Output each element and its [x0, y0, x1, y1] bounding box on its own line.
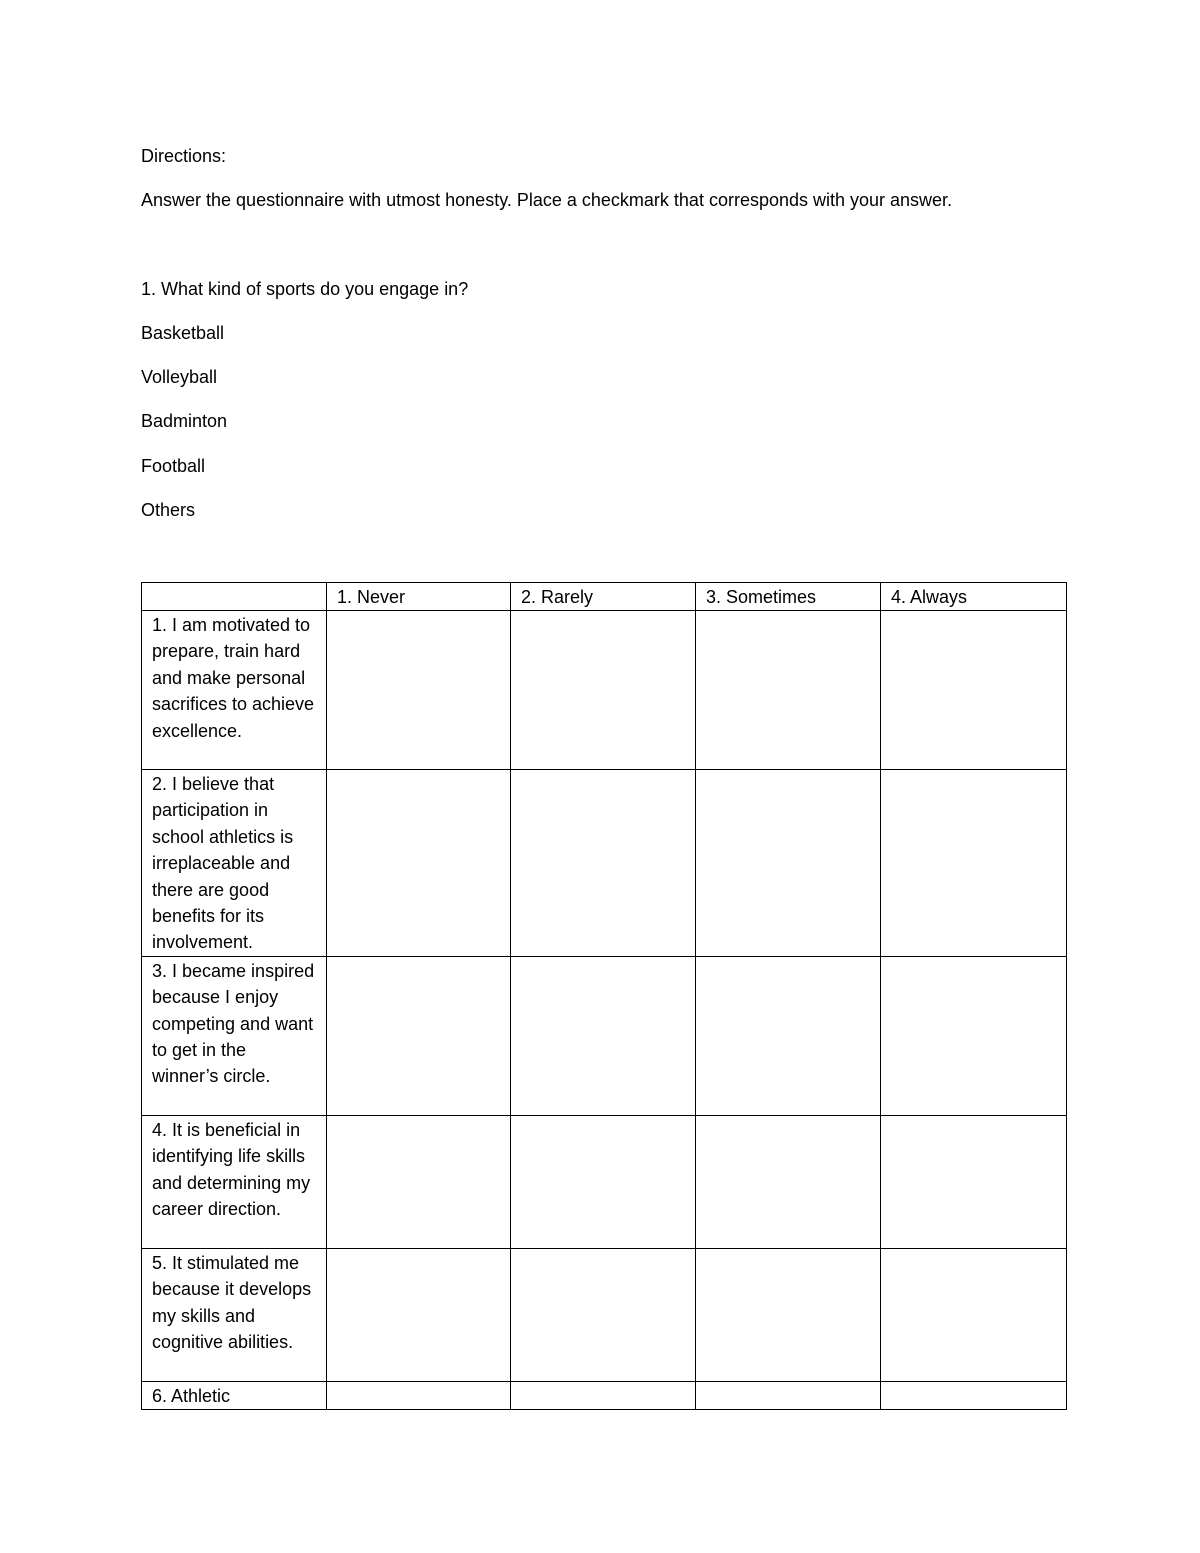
- rating-cell-rarely[interactable]: [511, 956, 696, 1115]
- statement-cell: 5. It stimulated me because it develops my skills and cognitive abilities.: [142, 1248, 327, 1381]
- rating-cell-sometimes[interactable]: [696, 1248, 881, 1381]
- rating-cell-always[interactable]: [881, 1381, 1067, 1409]
- rating-cell-always[interactable]: [881, 1115, 1067, 1248]
- statement-cell: 2. I believe that participation in school athletics is irreplaceable and there are good benefits for its involvement.: [142, 770, 327, 957]
- rating-cell-rarely[interactable]: [511, 1115, 696, 1248]
- rating-cell-sometimes[interactable]: [696, 956, 881, 1115]
- rating-cell-rarely[interactable]: [511, 770, 696, 957]
- rating-cell-always[interactable]: [881, 770, 1067, 957]
- rating-table: [141, 582, 1067, 1410]
- table-row: [142, 1381, 1067, 1409]
- sport-option-volleyball: Volleyball: [141, 367, 218, 388]
- table-row: [142, 611, 1067, 770]
- table-row: [142, 1248, 1067, 1381]
- header-never: 1. Never: [327, 583, 511, 611]
- rating-cell-sometimes[interactable]: [696, 770, 881, 957]
- rating-cell-rarely[interactable]: [511, 1381, 696, 1409]
- rating-cell-always[interactable]: [881, 611, 1067, 770]
- rating-cell-never[interactable]: [327, 956, 511, 1115]
- header-blank-cell: [142, 583, 327, 611]
- rating-cell-rarely[interactable]: [511, 611, 696, 770]
- header-rarely: 2. Rarely: [511, 583, 696, 611]
- table-row: [142, 956, 1067, 1115]
- rating-cell-never[interactable]: [327, 1248, 511, 1381]
- instructions-text: Answer the questionnaire with utmost honesty. Place a checkmark that corresponds with your answer.: [141, 190, 953, 210]
- rating-cell-never[interactable]: [327, 1381, 511, 1409]
- rating-cell-never[interactable]: [327, 770, 511, 957]
- table-header-row: [142, 583, 1067, 611]
- header-always: 4. Always: [881, 583, 1067, 611]
- rating-cell-never[interactable]: [327, 611, 511, 770]
- rating-cell-always[interactable]: [881, 956, 1067, 1115]
- rating-cell-always[interactable]: [881, 1248, 1067, 1381]
- statement-cell: 1. I am motivated to prepare, train hard and make personal sacrifices to achieve excellence.: [142, 611, 327, 770]
- rating-cell-never[interactable]: [327, 1115, 511, 1248]
- table-row: [142, 1115, 1067, 1248]
- rating-cell-sometimes[interactable]: [696, 1381, 881, 1409]
- sport-option-football: Football: [141, 455, 206, 476]
- table-row: [142, 770, 1067, 957]
- statement-cell: 4. It is beneficial in identifying life skills and determining my career direction.: [142, 1115, 327, 1248]
- rating-cell-rarely[interactable]: [511, 1248, 696, 1381]
- sport-option-basketball: Basketball: [141, 323, 225, 343]
- sport-options-list: [141, 322, 227, 543]
- sport-option-others: Others: [141, 499, 196, 520]
- statement-cell: 3. I became inspired because I enjoy competing and want to get in the winner’s circle.: [142, 956, 327, 1115]
- statement-cell: 6. Athletic: [142, 1381, 327, 1409]
- question-1-text: 1. What kind of sports do you engage in?: [141, 279, 469, 299]
- rating-cell-sometimes[interactable]: [696, 1115, 881, 1248]
- header-sometimes: 3. Sometimes: [696, 583, 881, 611]
- rating-cell-sometimes[interactable]: [696, 611, 881, 770]
- directions-heading: Directions:: [141, 146, 227, 166]
- sport-option-badminton: Badminton: [141, 411, 228, 432]
